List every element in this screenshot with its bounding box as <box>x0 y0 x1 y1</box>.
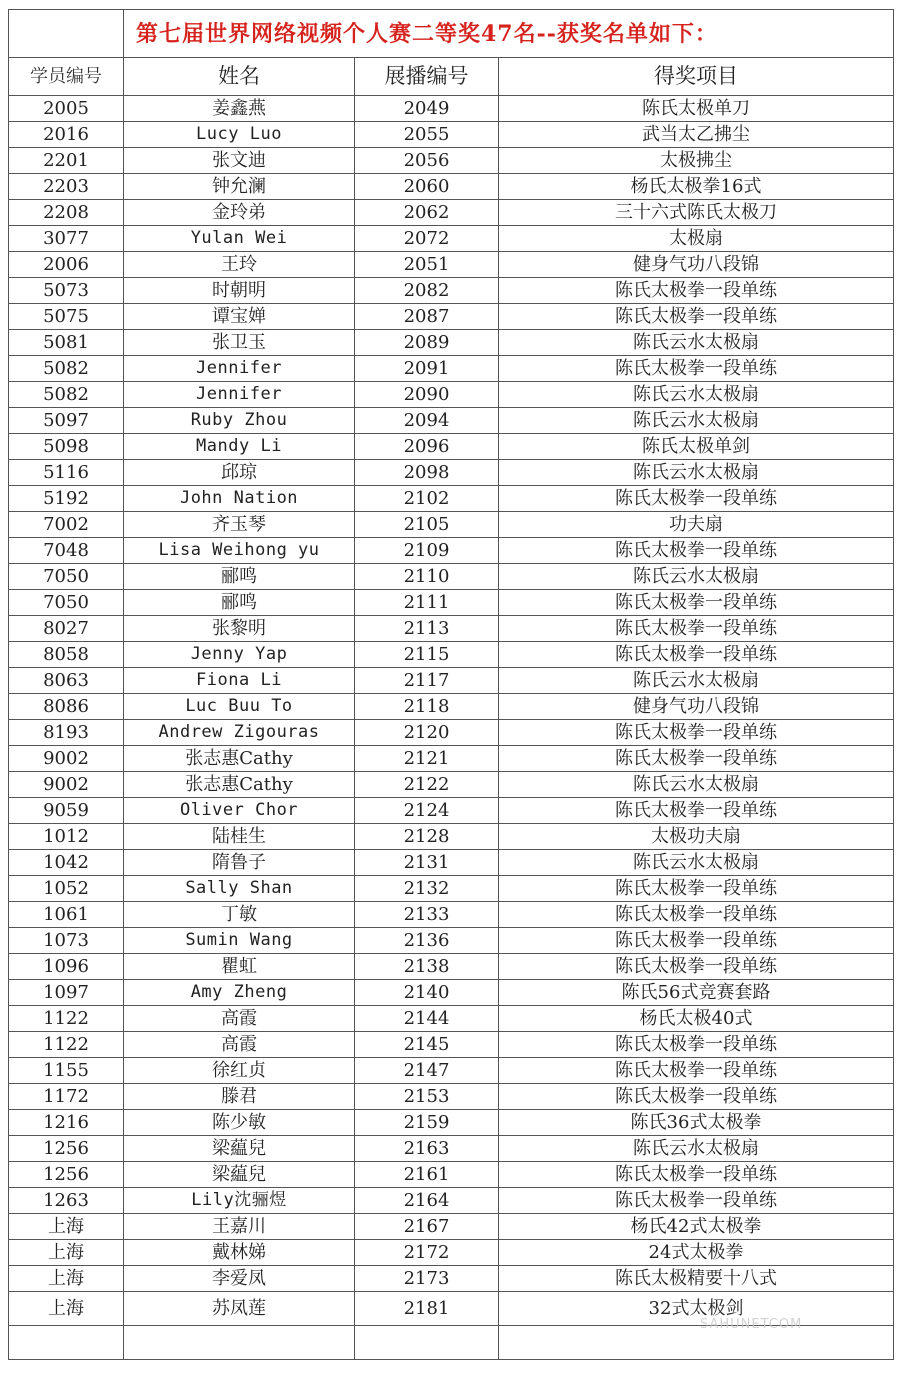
cell-broadcast-no: 2161 <box>355 1162 499 1188</box>
cell-student-id: 1263 <box>9 1188 124 1214</box>
cell-award-item: 杨氏太极40式 <box>499 1006 894 1032</box>
cell-broadcast-no: 2144 <box>355 1006 499 1032</box>
cell-award-item: 健身气功八段锦 <box>499 252 894 278</box>
cell-award-item: 陈氏太极拳一段单练 <box>499 1188 894 1214</box>
table-row <box>9 616 894 642</box>
cell-student-id: 8086 <box>9 694 124 720</box>
cell-broadcast-no: 2133 <box>355 902 499 928</box>
cell-award-item: 陈氏太极拳一段单练 <box>499 538 894 564</box>
table-row <box>9 226 894 252</box>
cell-name: 时朝明 <box>124 278 355 304</box>
cell-award-item: 功夫扇 <box>499 512 894 538</box>
table-row <box>9 1266 894 1292</box>
cell-student-id: 8027 <box>9 616 124 642</box>
cell-student-id: 上海 <box>9 1240 124 1266</box>
cell-student-id: 1256 <box>9 1162 124 1188</box>
cell-broadcast-no: 2145 <box>355 1032 499 1058</box>
cell-student-id: 上海 <box>9 1214 124 1240</box>
cell-award-item: 杨氏太极拳16式 <box>499 174 894 200</box>
cell-name: 瞿虹 <box>124 954 355 980</box>
cell-broadcast-no: 2115 <box>355 642 499 668</box>
cell-award-item: 陈氏太极拳一段单练 <box>499 1058 894 1084</box>
table-row <box>9 772 894 798</box>
cell-award-item: 陈氏太极拳一段单练 <box>499 720 894 746</box>
column-header-broadcast-no: 展播编号 <box>355 58 499 96</box>
table-row <box>9 902 894 928</box>
cell-broadcast-no: 2121 <box>355 746 499 772</box>
cell-award-item: 太极扇 <box>499 226 894 252</box>
column-header-name: 姓名 <box>124 58 355 96</box>
cell-name: 梁藴兒 <box>124 1136 355 1162</box>
cell-name: 李爱凤 <box>124 1266 355 1292</box>
cell-name: 张志惠Cathy <box>124 772 355 798</box>
table-row <box>9 1084 894 1110</box>
cell-award-item: 太极拂尘 <box>499 148 894 174</box>
cell-award-item: 陈氏太极单剑 <box>499 434 894 460</box>
cell-award-item: 陈氏云水太极扇 <box>499 1136 894 1162</box>
cell-broadcast-no: 2098 <box>355 460 499 486</box>
cell-broadcast-no: 2181 <box>355 1292 499 1326</box>
cell-broadcast-no: 2113 <box>355 616 499 642</box>
title-spacer-cell <box>9 10 124 58</box>
award-table <box>8 9 894 1360</box>
cell-broadcast-no: 2091 <box>355 356 499 382</box>
cell-award-item: 陈氏36式太极拳 <box>499 1110 894 1136</box>
cell-broadcast-no: 2122 <box>355 772 499 798</box>
cell-student-id: 5082 <box>9 356 124 382</box>
cell-award-item: 武当太乙拂尘 <box>499 122 894 148</box>
table-row <box>9 1058 894 1084</box>
cell-award-item: 32式太极剑 <box>499 1292 894 1326</box>
cell-award-item: 陈氏云水太极扇 <box>499 668 894 694</box>
cell-award-item: 杨氏42式太极拳 <box>499 1214 894 1240</box>
cell-award-item: 陈氏太极拳一段单练 <box>499 954 894 980</box>
cell-student-id: 1061 <box>9 902 124 928</box>
cell-award-item: 陈氏云水太极扇 <box>499 564 894 590</box>
cell-broadcast-no: 2147 <box>355 1058 499 1084</box>
cell-name: Mandy Li <box>124 434 355 460</box>
cell-student-id: 1042 <box>9 850 124 876</box>
cell-student-id: 5073 <box>9 278 124 304</box>
cell-name: 隋鲁子 <box>124 850 355 876</box>
table-row <box>9 1188 894 1214</box>
cell-name: Fiona Li <box>124 668 355 694</box>
cell-broadcast-no: 2082 <box>355 278 499 304</box>
cell-name: Lucy Luo <box>124 122 355 148</box>
cell-student-id: 9059 <box>9 798 124 824</box>
cell-award-item: 陈氏太极拳一段单练 <box>499 1084 894 1110</box>
cell-student-id: 8063 <box>9 668 124 694</box>
cell-name: Amy Zheng <box>124 980 355 1006</box>
table-row <box>9 174 894 200</box>
cell-name: 苏凤莲 <box>124 1292 355 1326</box>
table-row <box>9 538 894 564</box>
cell-name: 陈少敏 <box>124 1110 355 1136</box>
cell-award-item: 陈氏云水太极扇 <box>499 460 894 486</box>
cell-broadcast-no: 2159 <box>355 1110 499 1136</box>
cell-broadcast-no: 2072 <box>355 226 499 252</box>
cell-name: 金玲弟 <box>124 200 355 226</box>
cell-broadcast-no: 2164 <box>355 1188 499 1214</box>
cell-name: Sally Shan <box>124 876 355 902</box>
cell-name: 郦鸣 <box>124 564 355 590</box>
cell-student-id: 2016 <box>9 122 124 148</box>
table-row <box>9 434 894 460</box>
cell-award-item: 三十六式陈氏太极刀 <box>499 200 894 226</box>
table-row <box>9 122 894 148</box>
table-row <box>9 330 894 356</box>
cell-name: Jennifer <box>124 356 355 382</box>
table-row <box>9 642 894 668</box>
cell-student-id: 7050 <box>9 590 124 616</box>
cell-broadcast-no: 2096 <box>355 434 499 460</box>
cell-name: 张文迪 <box>124 148 355 174</box>
cell-broadcast-no: 2094 <box>355 408 499 434</box>
cell-student-id: 1155 <box>9 1058 124 1084</box>
cell-broadcast-no: 2060 <box>355 174 499 200</box>
cell-award-item: 陈氏太极拳一段单练 <box>499 902 894 928</box>
cell-student-id: 2203 <box>9 174 124 200</box>
cell-name: Jenny Yap <box>124 642 355 668</box>
cell-broadcast-no: 2056 <box>355 148 499 174</box>
cell-name: 齐玉琴 <box>124 512 355 538</box>
cell-award-item: 陈氏云水太极扇 <box>499 850 894 876</box>
table-row <box>9 1032 894 1058</box>
cell-award-item: 陈氏太极拳一段单练 <box>499 1032 894 1058</box>
cell-broadcast-no: 2124 <box>355 798 499 824</box>
table-row <box>9 928 894 954</box>
table-row <box>9 876 894 902</box>
table-row <box>9 200 894 226</box>
cell-award-item: 陈氏云水太极扇 <box>499 408 894 434</box>
cell-broadcast-no: 2062 <box>355 200 499 226</box>
cell-student-id: 7002 <box>9 512 124 538</box>
cell-broadcast-no: 2128 <box>355 824 499 850</box>
cell-name: 徐红贞 <box>124 1058 355 1084</box>
table-row <box>9 720 894 746</box>
cell-award-item: 陈氏云水太极扇 <box>499 772 894 798</box>
cell-broadcast-no: 2138 <box>355 954 499 980</box>
cell-broadcast-no: 2089 <box>355 330 499 356</box>
cell-name: Lisa Weihong yu <box>124 538 355 564</box>
table-row <box>9 304 894 330</box>
page-title: 第七届世界网络视频个人赛二等奖47名--获奖名单如下： <box>124 10 894 58</box>
cell-name: 谭宝婵 <box>124 304 355 330</box>
table-row <box>9 590 894 616</box>
cell-name: 梁藴兒 <box>124 1162 355 1188</box>
table-row <box>9 564 894 590</box>
cell-student-id: 8193 <box>9 720 124 746</box>
cell-broadcast-no: 2173 <box>355 1266 499 1292</box>
table-row <box>9 850 894 876</box>
cell-student-id: 5075 <box>9 304 124 330</box>
cell-broadcast-no: 2110 <box>355 564 499 590</box>
cell-award-item: 24式太极拳 <box>499 1240 894 1266</box>
cell-broadcast-no: 2109 <box>355 538 499 564</box>
cell-student-id: 2208 <box>9 200 124 226</box>
cell-award-item: 陈氏太极单刀 <box>499 96 894 122</box>
cell-broadcast-no: 2136 <box>355 928 499 954</box>
cell-award-item: 陈氏太极拳一段单练 <box>499 356 894 382</box>
cell-award-item: 陈氏云水太极扇 <box>499 382 894 408</box>
cell-name: Lily沈骊煜 <box>124 1188 355 1214</box>
table-row <box>9 278 894 304</box>
empty-cell <box>9 1326 124 1360</box>
cell-broadcast-no: 2105 <box>355 512 499 538</box>
cell-name: 钟允澜 <box>124 174 355 200</box>
cell-name: 高霞 <box>124 1006 355 1032</box>
cell-student-id: 2201 <box>9 148 124 174</box>
cell-student-id: 1096 <box>9 954 124 980</box>
cell-student-id: 7048 <box>9 538 124 564</box>
table-row <box>9 408 894 434</box>
cell-broadcast-no: 2172 <box>355 1240 499 1266</box>
cell-name: 高霞 <box>124 1032 355 1058</box>
table-row <box>9 694 894 720</box>
cell-student-id: 5098 <box>9 434 124 460</box>
cell-student-id: 1012 <box>9 824 124 850</box>
table-row <box>9 382 894 408</box>
title-row <box>9 10 894 58</box>
header-row <box>9 58 894 96</box>
cell-broadcast-no: 2153 <box>355 1084 499 1110</box>
table-row <box>9 96 894 122</box>
table-row <box>9 148 894 174</box>
cell-name: 戴林娣 <box>124 1240 355 1266</box>
empty-cell <box>124 1326 355 1360</box>
cell-broadcast-no: 2167 <box>355 1214 499 1240</box>
cell-award-item: 陈氏56式竞赛套路 <box>499 980 894 1006</box>
cell-student-id: 1073 <box>9 928 124 954</box>
cell-name: 丁敏 <box>124 902 355 928</box>
cell-name: 滕君 <box>124 1084 355 1110</box>
cell-student-id: 5192 <box>9 486 124 512</box>
table-row <box>9 980 894 1006</box>
cell-student-id: 1052 <box>9 876 124 902</box>
cell-student-id: 上海 <box>9 1266 124 1292</box>
cell-name: 陆桂生 <box>124 824 355 850</box>
cell-student-id: 上海 <box>9 1292 124 1326</box>
cell-broadcast-no: 2131 <box>355 850 499 876</box>
table-row <box>9 1214 894 1240</box>
cell-broadcast-no: 2051 <box>355 252 499 278</box>
column-header-award-item: 得奖项目 <box>499 58 894 96</box>
cell-name: 邱琼 <box>124 460 355 486</box>
cell-award-item: 陈氏太极拳一段单练 <box>499 876 894 902</box>
cell-name: John Nation <box>124 486 355 512</box>
cell-name: 王玲 <box>124 252 355 278</box>
cell-broadcast-no: 2118 <box>355 694 499 720</box>
cell-student-id: 1122 <box>9 1006 124 1032</box>
cell-award-item: 陈氏太极拳一段单练 <box>499 278 894 304</box>
cell-broadcast-no: 2163 <box>355 1136 499 1162</box>
cell-award-item: 陈氏太极精要十八式 <box>499 1266 894 1292</box>
cell-broadcast-no: 2102 <box>355 486 499 512</box>
cell-student-id: 1122 <box>9 1032 124 1058</box>
cell-student-id: 3077 <box>9 226 124 252</box>
cell-broadcast-no: 2140 <box>355 980 499 1006</box>
cell-name: Yulan Wei <box>124 226 355 252</box>
cell-broadcast-no: 2111 <box>355 590 499 616</box>
cell-student-id: 9002 <box>9 746 124 772</box>
cell-broadcast-no: 2087 <box>355 304 499 330</box>
table-row <box>9 486 894 512</box>
table-row <box>9 954 894 980</box>
table-row <box>9 1162 894 1188</box>
column-header-id: 学员编号 <box>9 58 124 96</box>
cell-student-id: 9002 <box>9 772 124 798</box>
table-row <box>9 1136 894 1162</box>
table-row <box>9 512 894 538</box>
cell-student-id: 8058 <box>9 642 124 668</box>
cell-award-item: 陈氏太极拳一段单练 <box>499 928 894 954</box>
cell-broadcast-no: 2090 <box>355 382 499 408</box>
cell-award-item: 陈氏太极拳一段单练 <box>499 1162 894 1188</box>
cell-student-id: 7050 <box>9 564 124 590</box>
cell-student-id: 1097 <box>9 980 124 1006</box>
table-row <box>9 1110 894 1136</box>
award-list-sheet <box>8 9 893 1360</box>
cell-award-item: 陈氏太极拳一段单练 <box>499 642 894 668</box>
empty-cell <box>355 1326 499 1360</box>
cell-broadcast-no: 2132 <box>355 876 499 902</box>
cell-student-id: 5097 <box>9 408 124 434</box>
empty-cell <box>499 1326 894 1360</box>
cell-broadcast-no: 2117 <box>355 668 499 694</box>
cell-award-item: 陈氏太极拳一段单练 <box>499 746 894 772</box>
cell-award-item: 陈氏太极拳一段单练 <box>499 590 894 616</box>
table-row <box>9 1006 894 1032</box>
cell-award-item: 陈氏太极拳一段单练 <box>499 616 894 642</box>
table-row <box>9 668 894 694</box>
cell-name: Sumin Wang <box>124 928 355 954</box>
cell-name: 郦鸣 <box>124 590 355 616</box>
cell-award-item: 陈氏太极拳一段单练 <box>499 798 894 824</box>
cell-student-id: 5082 <box>9 382 124 408</box>
cell-name: 张黎明 <box>124 616 355 642</box>
cell-award-item: 陈氏云水太极扇 <box>499 330 894 356</box>
table-row <box>9 1240 894 1266</box>
cell-student-id: 1256 <box>9 1136 124 1162</box>
table-row <box>9 356 894 382</box>
cell-name: Luc Buu To <box>124 694 355 720</box>
cell-student-id: 1216 <box>9 1110 124 1136</box>
cell-broadcast-no: 2049 <box>355 96 499 122</box>
cell-name: Andrew Zigouras <box>124 720 355 746</box>
cell-name: 王嘉川 <box>124 1214 355 1240</box>
table-row <box>9 252 894 278</box>
cell-broadcast-no: 2055 <box>355 122 499 148</box>
cell-name: 张志惠Cathy <box>124 746 355 772</box>
cell-name: Oliver Chor <box>124 798 355 824</box>
table-row <box>9 798 894 824</box>
cell-student-id: 5081 <box>9 330 124 356</box>
watermark: SAHUNETCOM <box>700 1317 803 1332</box>
cell-name: Ruby Zhou <box>124 408 355 434</box>
cell-student-id: 2005 <box>9 96 124 122</box>
table-row <box>9 746 894 772</box>
cell-student-id: 5116 <box>9 460 124 486</box>
table-row <box>9 824 894 850</box>
cell-award-item: 陈氏太极拳一段单练 <box>499 304 894 330</box>
cell-award-item: 太极功夫扇 <box>499 824 894 850</box>
cell-student-id: 2006 <box>9 252 124 278</box>
cell-name: 张卫玉 <box>124 330 355 356</box>
cell-award-item: 陈氏太极拳一段单练 <box>499 486 894 512</box>
cell-broadcast-no: 2120 <box>355 720 499 746</box>
cell-name: 姜鑫燕 <box>124 96 355 122</box>
cell-award-item: 健身气功八段锦 <box>499 694 894 720</box>
cell-name: Jennifer <box>124 382 355 408</box>
table-row <box>9 460 894 486</box>
cell-student-id: 1172 <box>9 1084 124 1110</box>
